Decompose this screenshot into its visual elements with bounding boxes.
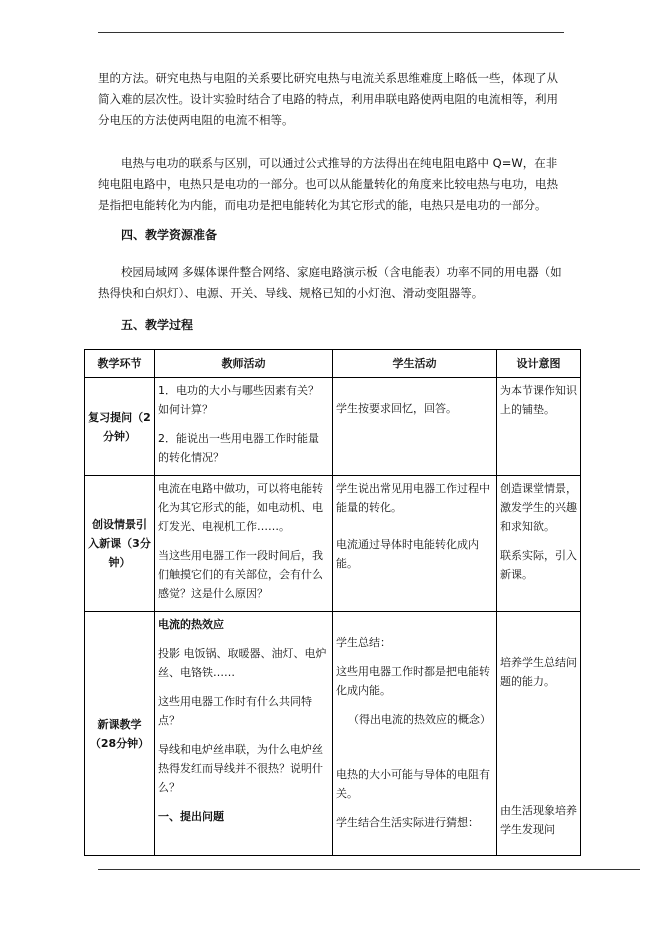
header-stage: 教学环节 (85, 350, 155, 378)
teacher-cell (155, 378, 333, 476)
table-row (85, 612, 581, 856)
stage-cell: 新课教学（28分钟） (85, 612, 155, 856)
intent-cell (497, 612, 581, 856)
teacher-text: 这些用电器工作时有什么共同特点？ (158, 695, 312, 727)
student-cell (333, 476, 497, 612)
lesson-table (84, 349, 581, 856)
intent-text: 联系实际，引入新课。 (500, 549, 577, 581)
teacher-cell (155, 476, 333, 612)
stage-cell: 创设情景引入新课（3分钟） (85, 476, 155, 612)
teacher-text: 电流在电路中做功，可以将电能转化为其它形式的能，如电动机、电灯发光、电视机工作……。 (158, 482, 323, 533)
table-row (85, 476, 581, 612)
student-cell (333, 612, 497, 856)
footer-rule (98, 869, 640, 870)
header-student: 学生活动 (333, 350, 497, 378)
student-text: 学生总结： (336, 636, 391, 649)
teacher-subheading: 一、提出问题 (158, 810, 224, 823)
student-text: 这些用电器工作时都是把电能转化成内能。 (336, 665, 490, 697)
intent-cell (497, 378, 581, 476)
student-text: 学生说出常见用电器工作过程中能量的转化。 (336, 482, 490, 514)
teacher-text: 当这些用电器工作一段时间后，我们触摸它们的有关部位，会有什么感觉？这是什么原因？ (158, 549, 323, 600)
teacher-text: 投影 电饭锅、取暖器、油灯、电炉丝、电铬铁…… (158, 647, 327, 679)
resources-paragraph: 校园局域网 多媒体课件整合网络、家庭电路演示板（含电能表）功率不同的用电器（如热得快和白炽灯）、电源、开关、导线、规格已知的小灯泡、滑动变阻器等。 (98, 265, 562, 300)
table-row (85, 378, 581, 476)
intro-paragraph-1: 里的方法。研究电热与电阻的关系要比研究电热与电流关系思维难度上略低一些，体现了从简入难的层次性。设计实验时结合了电路的特点，利用串联电路使两电阻的电流相等，利用分电压的方法使两电阻的电流不相等。 (98, 71, 558, 127)
teacher-subheading: 电流的热效应 (158, 618, 224, 631)
header-rule (98, 32, 564, 33)
intent-cell (497, 476, 581, 612)
section-heading-process: 五、教学过程 (121, 318, 194, 332)
intent-text: 为本节课作知识上的铺垫。 (500, 384, 577, 416)
student-cell (333, 378, 497, 476)
intent-text: 培养学生总结问题的能力。 (500, 656, 577, 688)
intent-text: 创造课堂情景，激发学生的兴趣和求知欲。 (500, 482, 577, 533)
intro-paragraph-2: 电热与电功的联系与区别，可以通过公式推导的方法得出在纯电阻电路中 Q=W，在非纯电阻电路中，电热只是电功的一部分。也可以从能量转化的角度来比较电热与电功，电热是指把电能转化为内能，而电功是把电能转化为其它形式的能，电热只是电功的一部分。 (98, 156, 558, 212)
stage-cell: 复习提问（2分钟） (85, 378, 155, 476)
teacher-text: 导线和电炉丝串联，为什么电炉丝热得发红而导线并不很热？说明什么？ (158, 743, 323, 794)
intent-text: 由生活现象培养学生发现问 (500, 804, 577, 836)
student-text: 电流通过导体时电能转化成内能。 (336, 538, 479, 570)
table-header-row (85, 350, 581, 378)
teacher-text: 1．电功的大小与哪些因素有关？如何计算？ (158, 384, 319, 416)
student-text: （得出电流的热效应的概念） (348, 713, 491, 726)
section-heading-resources: 四、教学资源准备 (121, 228, 218, 242)
student-text: 学生按要求回忆，回答。 (336, 402, 457, 415)
student-text: 电热的大小可能与导体的电阻有关。 (336, 768, 490, 800)
teacher-cell (155, 612, 333, 856)
header-intent: 设计意图 (497, 350, 581, 378)
student-text: 学生结合生活实际进行猜想： (336, 816, 479, 829)
teacher-text: 2．能说出一些用电器工作时能量的转化情况？ (158, 432, 319, 464)
header-teacher: 教师活动 (155, 350, 333, 378)
